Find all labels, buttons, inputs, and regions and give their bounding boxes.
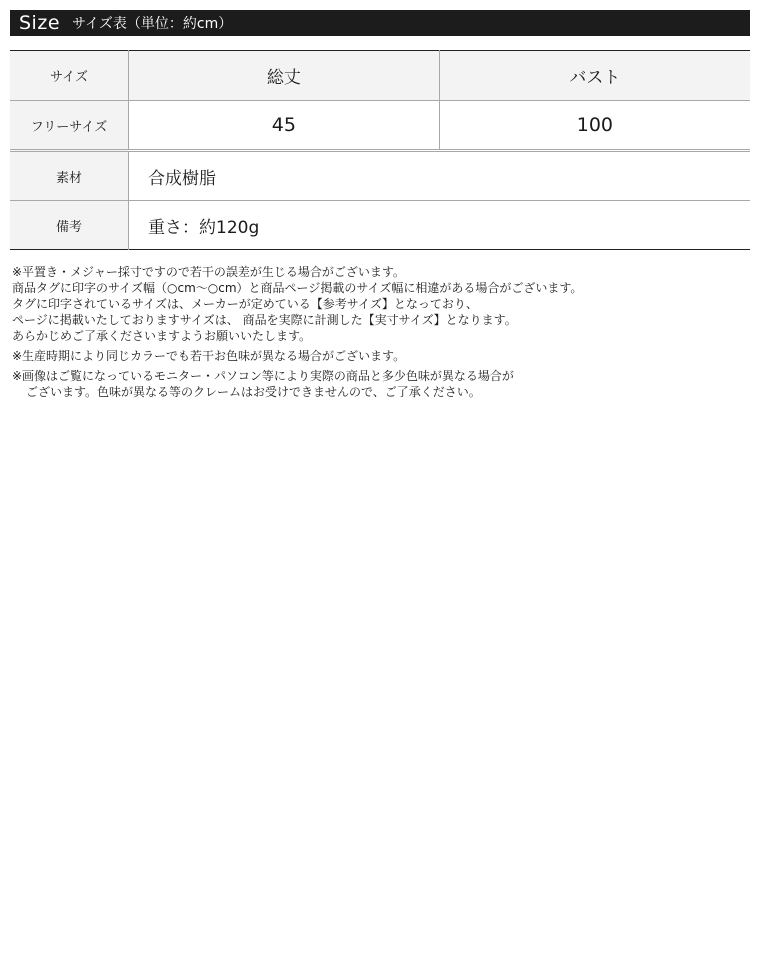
length-value: 45 bbox=[129, 101, 440, 151]
column-header-bust: バスト bbox=[439, 51, 750, 101]
table-row bbox=[10, 152, 750, 201]
notes-section bbox=[12, 264, 752, 400]
bust-value: 100 bbox=[439, 101, 750, 151]
table-row bbox=[10, 201, 750, 250]
remarks-value: 重さ：約120g bbox=[148, 217, 260, 238]
size-table-header-row bbox=[10, 51, 750, 101]
table-row bbox=[10, 101, 750, 151]
note-line: ※画像はご覧になっているモニター・パソコン等により実際の商品と多少色味が異なる場合が bbox=[12, 369, 514, 383]
material-value: 合成樹脂 bbox=[129, 152, 751, 201]
info-table bbox=[10, 152, 750, 250]
header-title: Size bbox=[19, 12, 61, 34]
note-line: ございます。色味が異なる等のクレームはお受けできませんので、ご了承ください。 bbox=[26, 385, 481, 399]
size-label-header: サイズ bbox=[10, 51, 129, 101]
note-line: ※平置き・メジャー採寸ですので若干の誤差が生じる場合がございます。 bbox=[12, 265, 405, 279]
column-header-length: 総丈 bbox=[129, 51, 440, 101]
remarks-label: 備考 bbox=[10, 201, 129, 250]
note-line: タグに印字されているサイズは、メーカーが定めている【参考サイズ】となっており、 bbox=[12, 297, 478, 311]
note-line: ページに掲載いたしておりますサイズは、 商品を実際に計測した【実寸サイズ】となります。 bbox=[12, 313, 517, 327]
header-subtitle: サイズ表（単位：約cm） bbox=[72, 16, 233, 32]
note-line: ※生産時期により同じカラーでも若干お色味が異なる場合がございます。 bbox=[12, 349, 406, 363]
size-row-label: フリーサイズ bbox=[10, 101, 129, 151]
material-label: 素材 bbox=[10, 152, 129, 201]
size-table bbox=[10, 50, 750, 152]
note-line: 商品タグに印字のサイズ幅（○cm～○cm）と商品ページ掲載のサイズ幅に相違がある場合がございます。 bbox=[12, 281, 583, 295]
size-chart-header bbox=[10, 10, 750, 36]
note-line: あらかじめご了承くださいますようお願いいたします。 bbox=[12, 329, 312, 343]
